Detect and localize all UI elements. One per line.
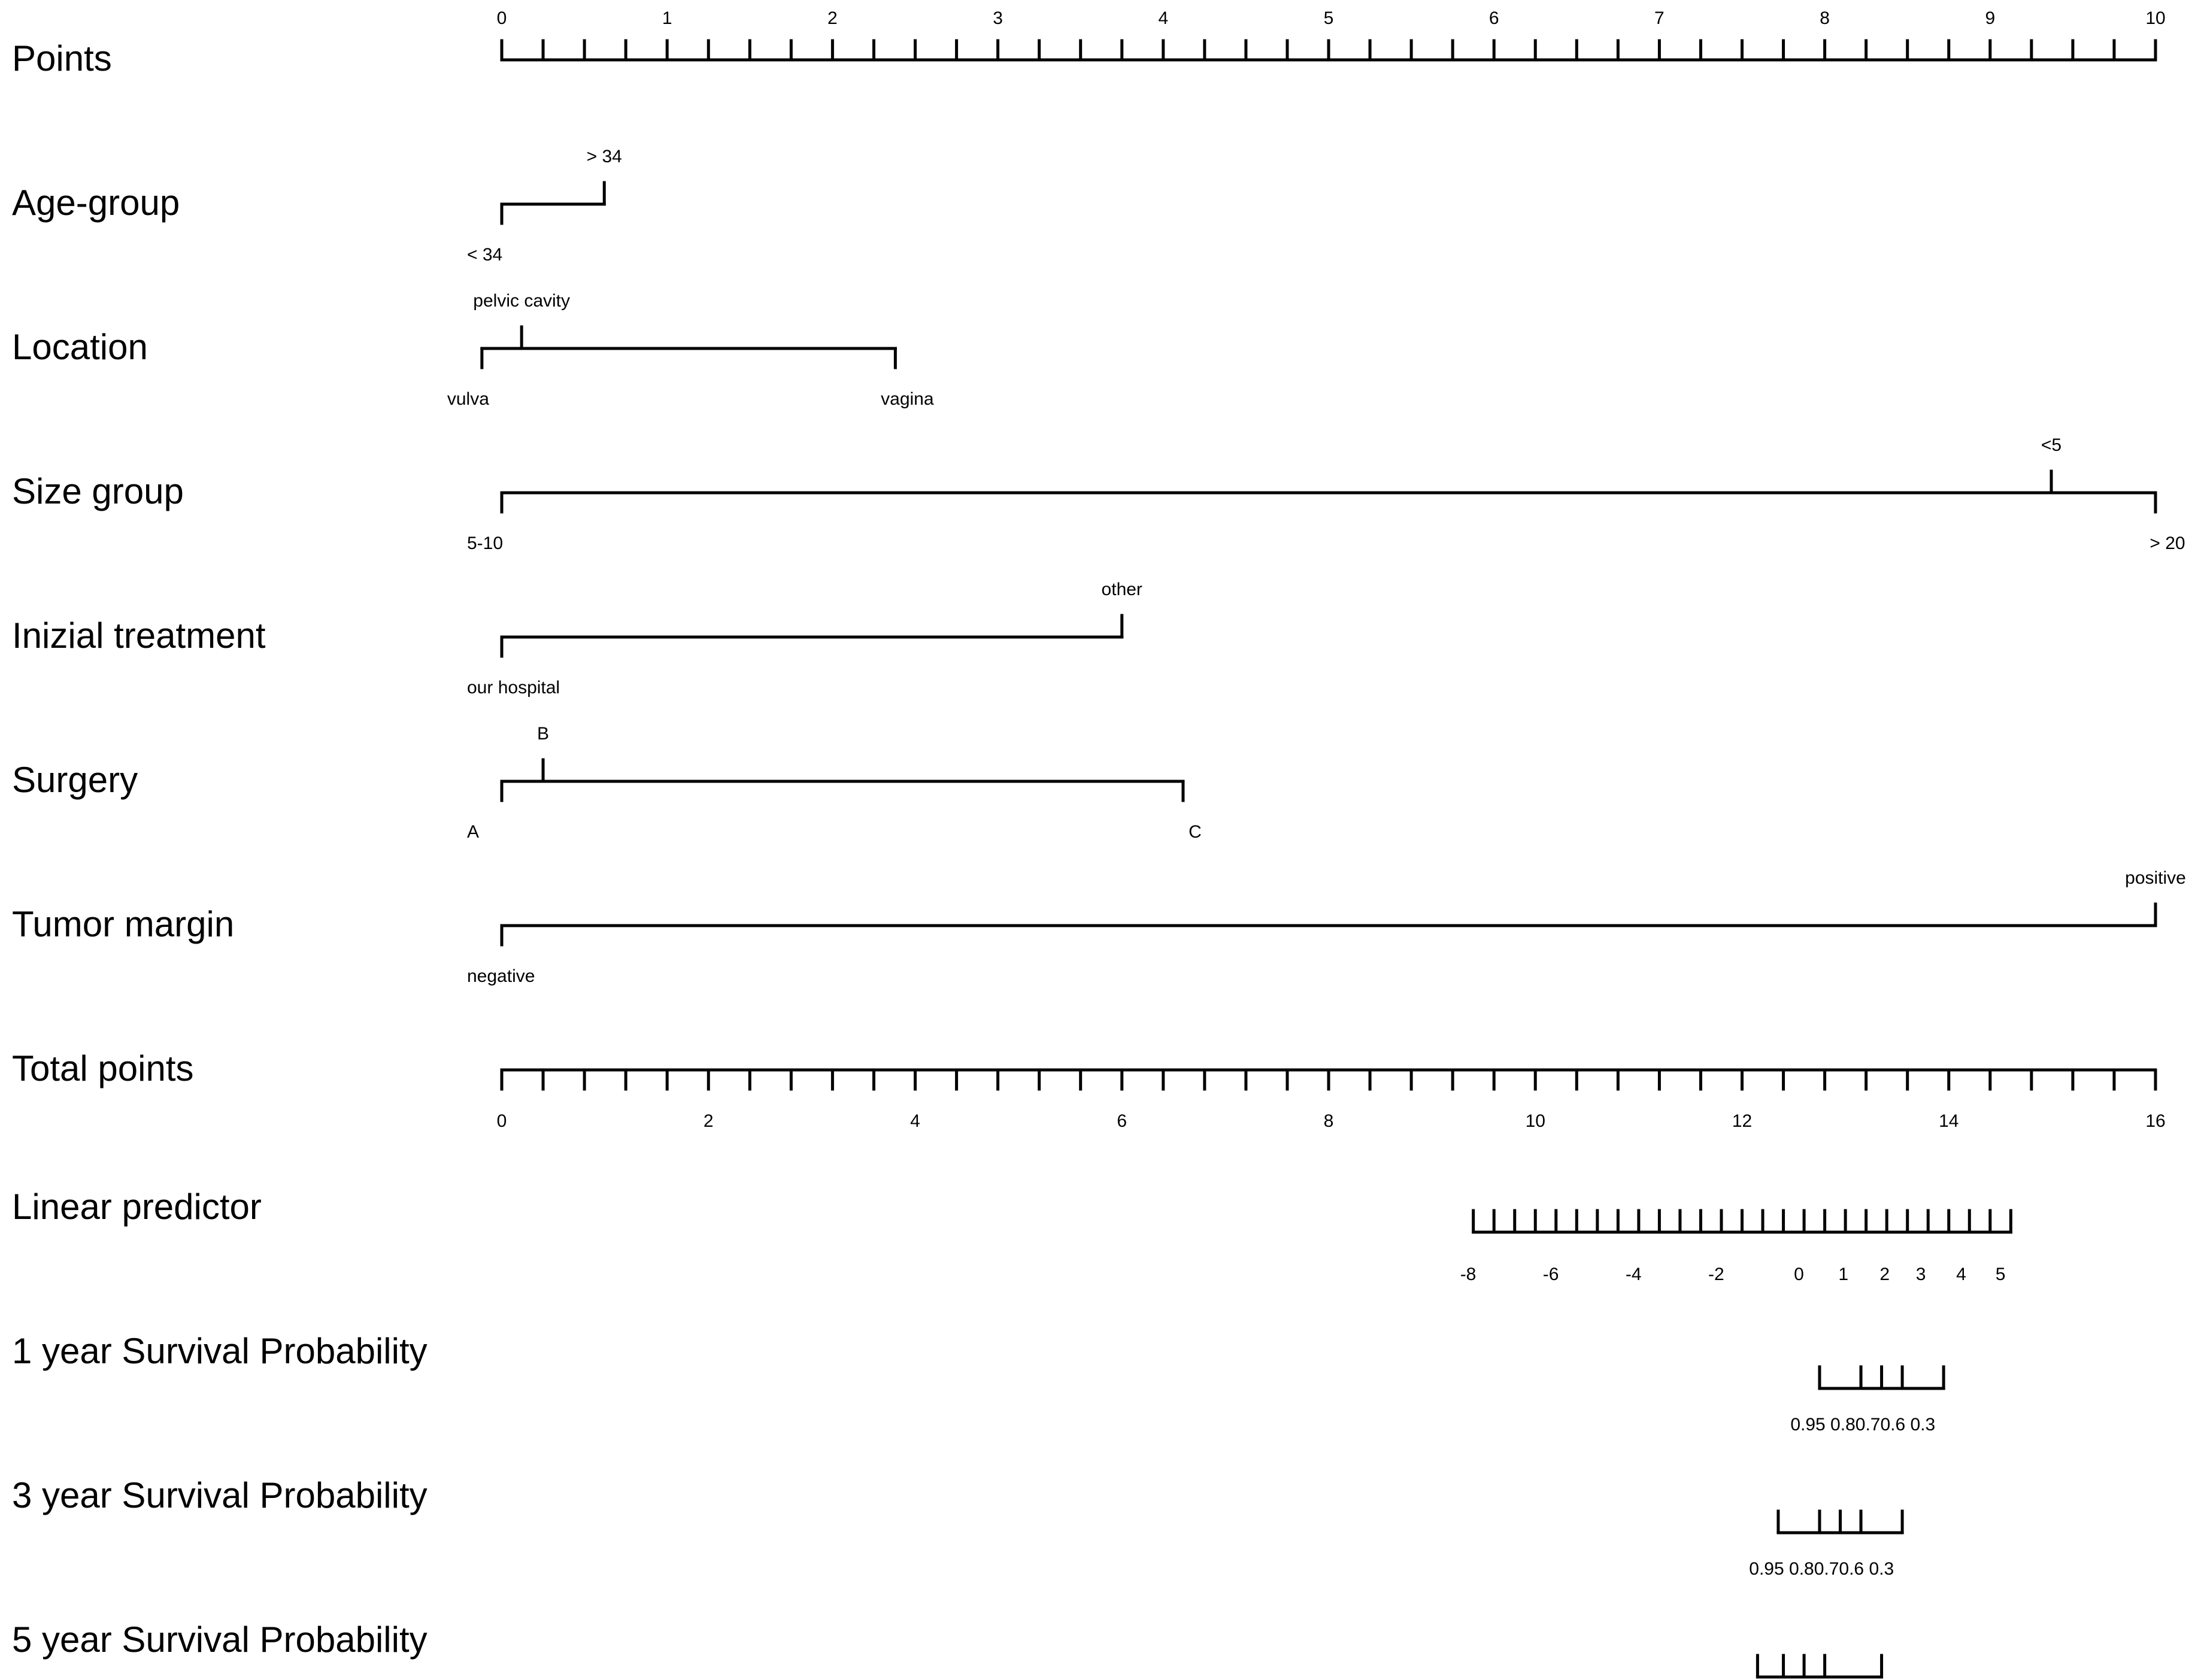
total-points-tick-label: 8	[1323, 1111, 1334, 1131]
level-label-size-group: <5	[2041, 435, 2062, 455]
level-label-location: pelvic cavity	[473, 291, 571, 311]
row-label-surgery: Surgery	[12, 760, 138, 800]
row-label-tumor-margin: Tumor margin	[12, 904, 235, 944]
points-tick-label: 7	[1654, 8, 1665, 28]
survival-tick-label-3-year-survival: 0.95 0.80.70.6 0.3	[1749, 1559, 1894, 1579]
linear-predictor-tick-label: 2	[1879, 1264, 1890, 1284]
points-tick-label: 3	[993, 8, 1003, 28]
linear-predictor-tick-label: 1	[1838, 1264, 1849, 1284]
linear-predictor-tick-label: 4	[1956, 1264, 1966, 1284]
linear-predictor-tick-label: 0	[1794, 1264, 1804, 1284]
level-label-location: vagina	[881, 389, 934, 409]
total-points-tick-label: 10	[1525, 1111, 1545, 1131]
level-label-inizial-treatment: other	[1101, 580, 1142, 599]
total-points-tick-label: 0	[496, 1111, 507, 1131]
linear-predictor-tick-label: -6	[1542, 1264, 1559, 1284]
linear-predictor-tick-label: 5	[1995, 1264, 2006, 1284]
row-label-5-year-survival: 5 year Survival Probability	[12, 1620, 428, 1660]
points-tick-label: 6	[1488, 8, 1499, 28]
points-tick-label: 2	[827, 8, 838, 28]
linear-predictor-tick-label: -8	[1460, 1264, 1477, 1284]
points-tick-label: 0	[496, 8, 507, 28]
level-label-inizial-treatment: our hospital	[467, 678, 560, 698]
level-label-location: vulva	[447, 389, 489, 409]
row-label-size-group: Size group	[12, 471, 184, 511]
level-label-size-group: > 20	[2150, 533, 2185, 553]
row-label-total-points: Total points	[12, 1048, 194, 1088]
level-label-tumor-margin: negative	[467, 966, 535, 986]
level-label-surgery: A	[467, 822, 480, 842]
points-tick-label: 8	[1820, 8, 1830, 28]
total-points-tick-label: 2	[703, 1111, 714, 1131]
level-label-age-group: < 34	[467, 245, 503, 265]
row-label-location: Location	[12, 327, 148, 367]
points-tick-label: 1	[662, 8, 672, 28]
points-tick-label: 9	[1985, 8, 1996, 28]
row-label-inizial-treatment: Inizial treatment	[12, 615, 266, 656]
row-label-linear-predictor: Linear predictor	[12, 1187, 262, 1227]
points-tick-label: 5	[1323, 8, 1334, 28]
total-points-tick-label: 4	[910, 1111, 920, 1131]
level-label-size-group: 5-10	[467, 533, 504, 553]
row-label-points: Points	[12, 38, 112, 78]
total-points-tick-label: 12	[1732, 1111, 1753, 1131]
survival-tick-label-1-year-survival: 0.95 0.80.70.6 0.3	[1790, 1415, 1936, 1435]
level-label-surgery: C	[1189, 822, 1202, 842]
level-label-tumor-margin: positive	[2125, 868, 2186, 888]
row-label-3-year-survival: 3 year Survival Probability	[12, 1475, 428, 1515]
linear-predictor-tick-label: -2	[1708, 1264, 1724, 1284]
points-tick-label: 4	[1158, 8, 1169, 28]
row-label-1-year-survival: 1 year Survival Probability	[12, 1331, 428, 1371]
level-label-age-group: > 34	[586, 147, 622, 166]
total-points-tick-label: 6	[1117, 1111, 1127, 1131]
level-label-surgery: B	[537, 724, 550, 744]
total-points-tick-label: 16	[2145, 1111, 2166, 1131]
linear-predictor-tick-label: -4	[1625, 1264, 1642, 1284]
linear-predictor-tick-label: 3	[1915, 1264, 1926, 1284]
row-label-age-group: Age-group	[12, 183, 180, 223]
points-tick-label: 10	[2145, 8, 2166, 28]
total-points-tick-label: 14	[1939, 1111, 1959, 1131]
